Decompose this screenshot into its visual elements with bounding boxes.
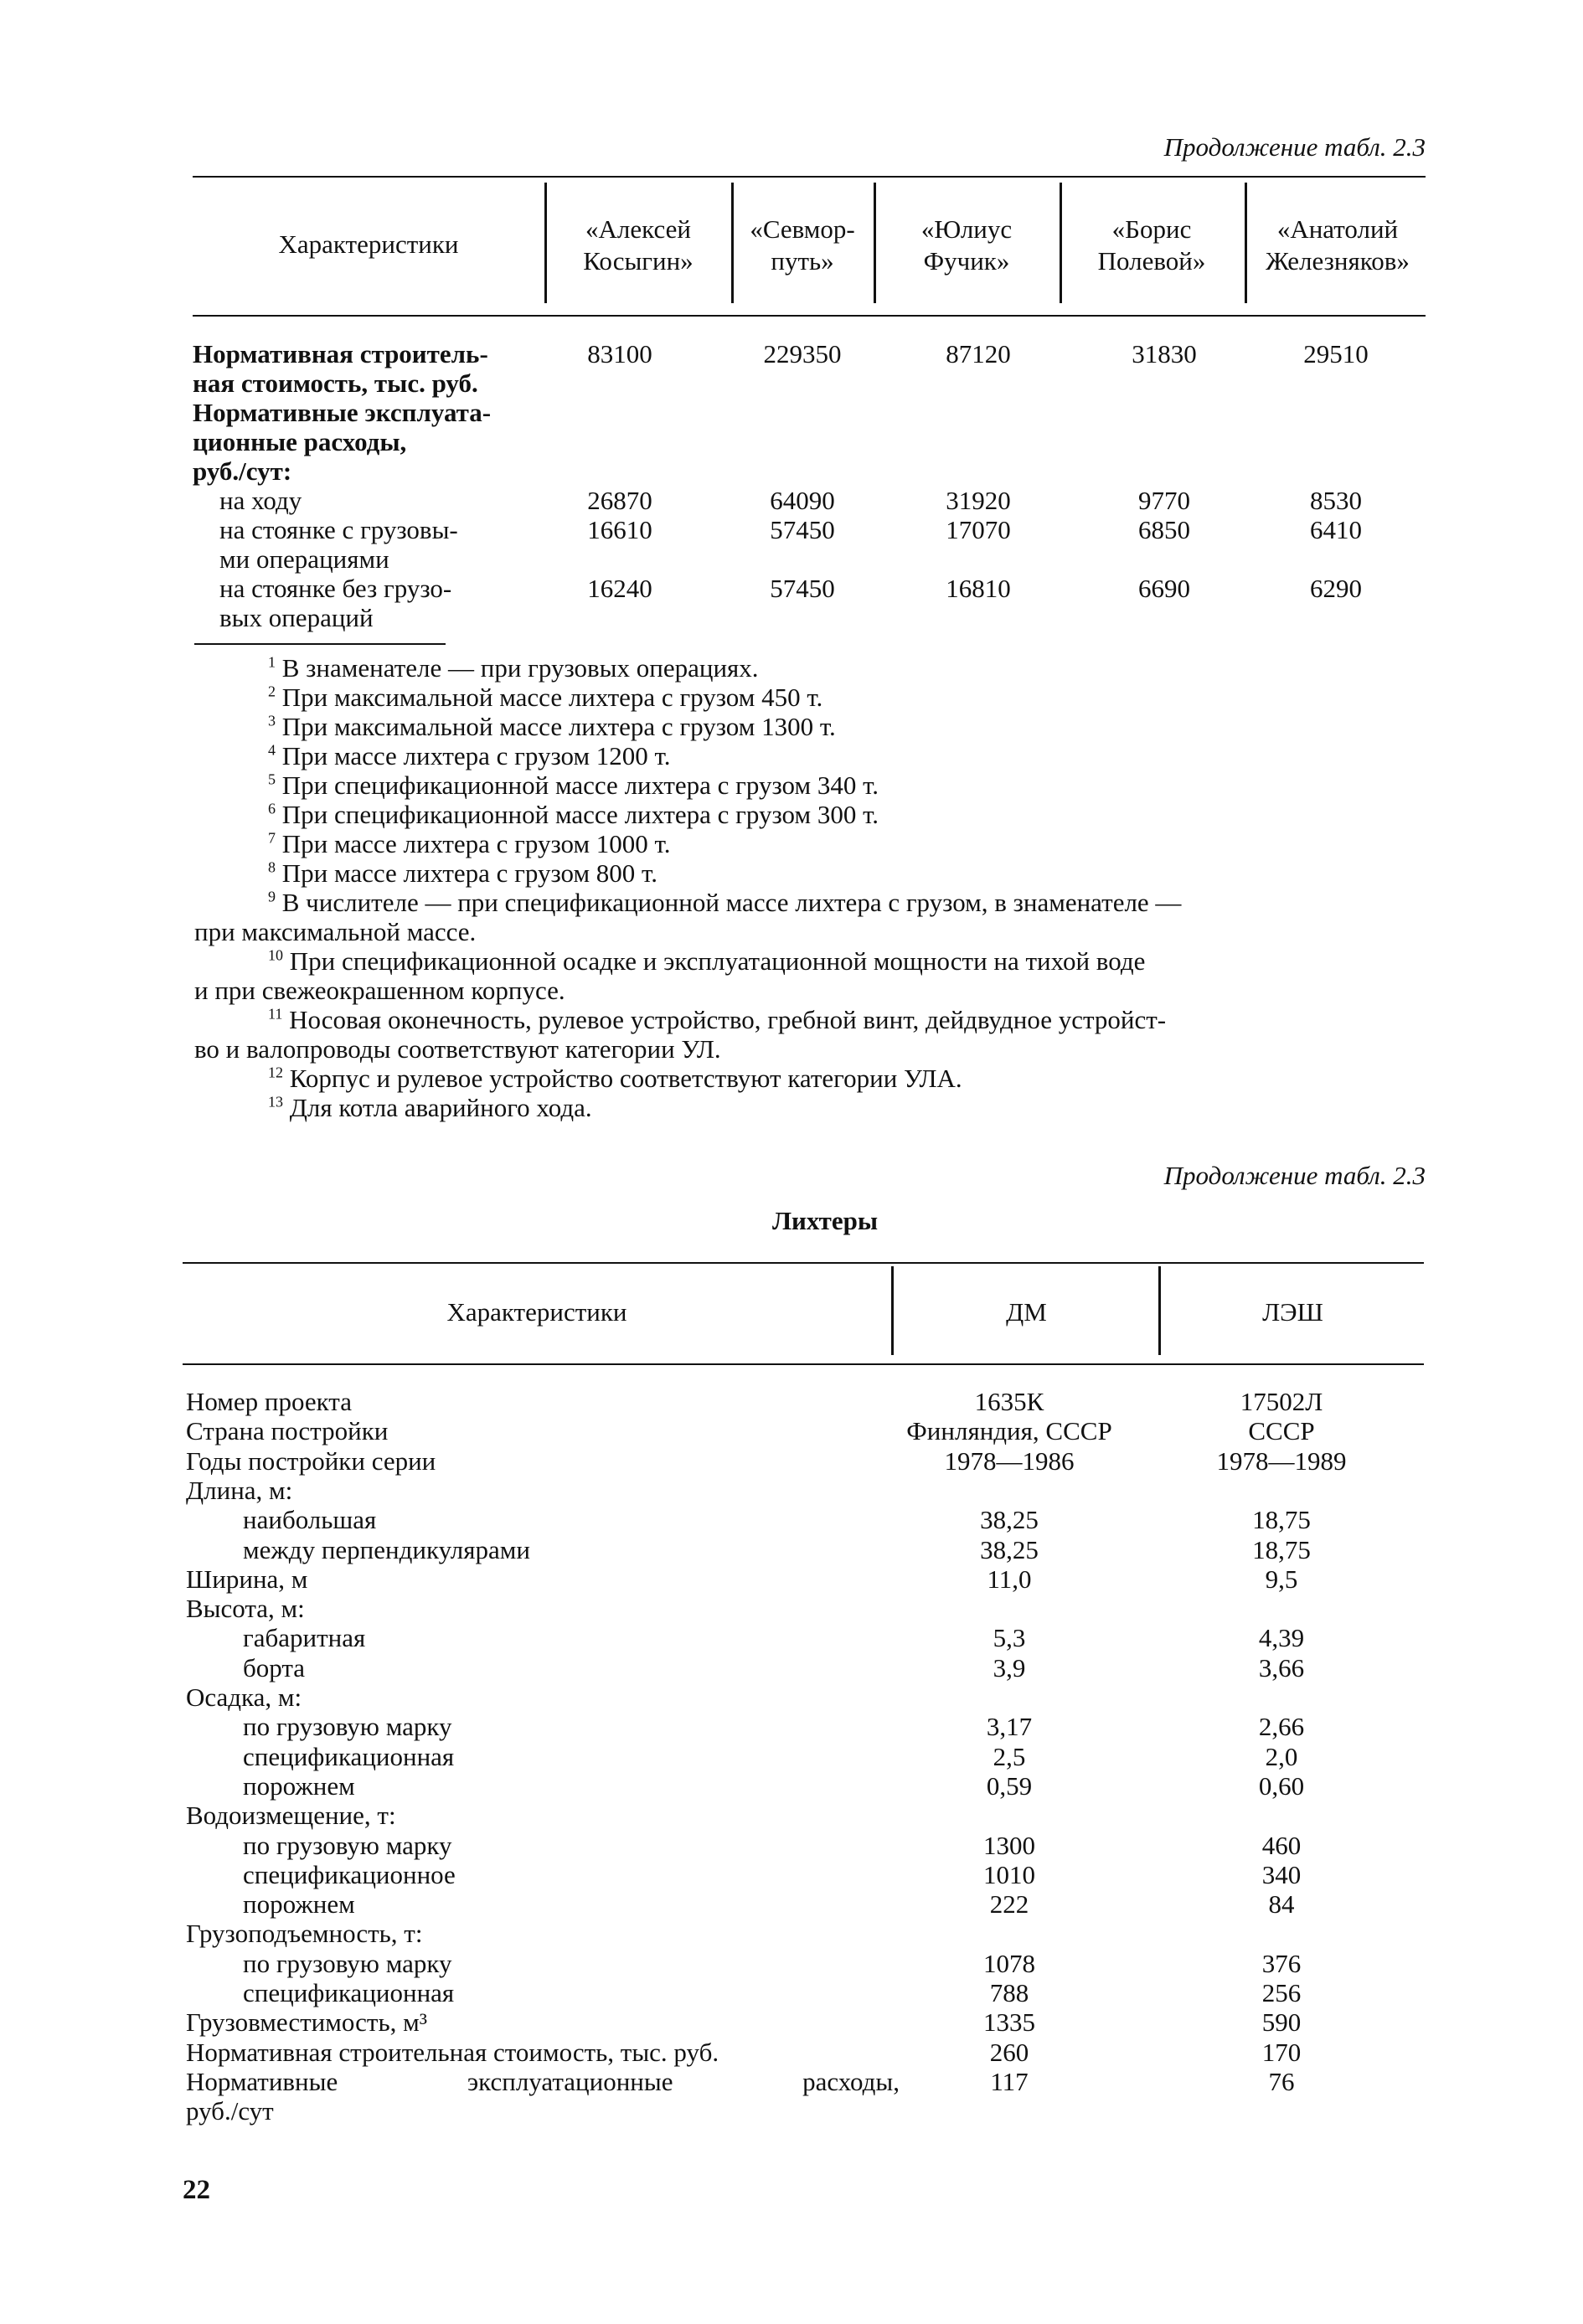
table2-cell: 4,39 — [1258, 1623, 1305, 1653]
table1-cell: 16610 — [587, 515, 652, 544]
table2-cell: 2,5 — [993, 1741, 1026, 1771]
table2-cell: 256 — [1261, 1978, 1302, 2007]
table1-row-label: ная стоимость, тыс. руб. — [193, 368, 478, 398]
footnote-number: 11 — [268, 1005, 283, 1023]
table1-cell: 31920 — [946, 486, 1011, 515]
table1-cell: 26870 — [587, 486, 652, 515]
table2-row-label: по грузовую марку — [243, 1712, 452, 1742]
footnote-number: 5 — [268, 770, 276, 788]
table1-cell: 29510 — [1303, 339, 1369, 368]
footnote-text: Носовая оконечность, рулевое устройство, гребной винт, дейдвудное устройст- — [289, 1005, 1167, 1034]
table1-bottom-rule — [194, 643, 446, 645]
table1-header-label: Характеристики — [278, 229, 459, 259]
table1-col-head: «Юлиус — [920, 214, 1013, 244]
table2-caption: Продолжение табл. 2.3 — [1163, 1161, 1426, 1190]
table2-cell: 18,75 — [1252, 1534, 1311, 1564]
table1-top-rule — [193, 176, 1426, 178]
footnote-number: 6 — [268, 800, 276, 817]
table1-col-head: Косыгин» — [583, 246, 694, 276]
table2-cell: 1335 — [983, 2007, 1035, 2038]
table1-col-head: путь» — [771, 246, 834, 276]
table2-cell: 38,25 — [980, 1505, 1039, 1535]
table1-row-label: на стоянке без грузо- — [219, 574, 452, 603]
table2-cell: Финляндия, СССР — [906, 1416, 1112, 1446]
table2-row-label: Водоизмещение, т: — [186, 1801, 396, 1831]
table2-row-label: борта — [243, 1652, 306, 1682]
table2-cell: 38,25 — [980, 1534, 1039, 1564]
footnote-number: 2 — [268, 683, 276, 700]
table1-cell: 31830 — [1132, 339, 1197, 368]
table1-header-rule — [193, 315, 1426, 317]
table1-col-head: «Севмор- — [750, 214, 855, 244]
table1-col-head: «Алексей — [585, 214, 691, 244]
table2-cell: 460 — [1261, 1830, 1302, 1860]
footnote — [268, 858, 657, 888]
footnote-text: При спецификационной массе лихтера с грузом 300 т. — [281, 800, 879, 829]
table2-cell: 1978—1986 — [944, 1445, 1075, 1476]
table2-top-rule — [183, 1262, 1424, 1264]
table2-cell: 9,5 — [1265, 1564, 1298, 1594]
table2-row-label: по грузовую марку — [243, 1830, 452, 1860]
footnote-number: 13 — [268, 1093, 283, 1110]
table2-row-label: Грузовместимость, м³ — [186, 2007, 428, 2038]
table2-row-label: Номер проекта — [186, 1387, 352, 1416]
footnote-number: 3 — [268, 712, 276, 729]
col-divider — [891, 1266, 894, 1355]
footnote-text: При массе лихтера с грузом 800 т. — [281, 858, 658, 888]
footnote-text: При спецификационной осадке и эксплуатационной мощности на тихой воде — [289, 946, 1146, 976]
table1-cell: 64090 — [770, 486, 835, 515]
table1-row-label: Нормативная строитель- — [193, 339, 488, 368]
table2-cell: 376 — [1261, 1948, 1302, 1978]
footnote — [268, 741, 671, 770]
table1-row-label: на стоянке с грузовы- — [219, 515, 458, 544]
table2-cell: 2,66 — [1258, 1712, 1305, 1742]
table1-col-head: «Борис — [1111, 214, 1192, 244]
table2-row-label: между перпендикулярами — [243, 1534, 530, 1564]
table2-row-label: порожнем — [243, 1770, 355, 1801]
col-divider — [1158, 1266, 1161, 1355]
table2-cell: 3,66 — [1258, 1652, 1305, 1682]
table2-row-label: наибольшая — [243, 1505, 377, 1535]
table2-cell: 17502Л — [1240, 1387, 1323, 1416]
footnote — [268, 800, 879, 829]
table1-cell: 17070 — [946, 515, 1011, 544]
table1-cell: 57450 — [770, 574, 835, 603]
table1-cell: 6410 — [1310, 515, 1362, 544]
footnote-number: 12 — [268, 1064, 283, 1081]
table2-cell: 340 — [1261, 1859, 1302, 1889]
table2-row-label: Осадка, м: — [186, 1682, 302, 1712]
table1-cell: 6290 — [1310, 574, 1362, 603]
footnote-text: В знаменателе — при грузовых операциях. — [281, 653, 759, 683]
table2-cell: 18,75 — [1252, 1505, 1311, 1535]
table2-cell: 5,3 — [993, 1623, 1026, 1653]
table2-cell: 590 — [1261, 2007, 1302, 2038]
table2-cell: 1010 — [983, 1859, 1035, 1889]
table1-row-label: ми операциями — [219, 544, 389, 574]
table2-row-label: спецификационная — [243, 1741, 455, 1771]
table2-col-head: ДМ — [1006, 1297, 1047, 1327]
table1-cell: 57450 — [770, 515, 835, 544]
table2-row-label: спецификационная — [243, 1978, 455, 2007]
table2-cell: 11,0 — [987, 1564, 1032, 1594]
footnote-continuation: при максимальной массе. — [194, 917, 477, 946]
footnote-number: 4 — [268, 741, 276, 759]
table2-row-label: Высота, м: — [186, 1594, 305, 1624]
table2-row-label: по грузовую марку — [243, 1948, 452, 1978]
table2-cell: 2,0 — [1265, 1741, 1298, 1771]
footnote-number: 9 — [268, 888, 276, 905]
table2-cell: 222 — [989, 1889, 1029, 1919]
table1-cell: 87120 — [946, 339, 1011, 368]
table2-cell: 170 — [1261, 2037, 1302, 2067]
footnote — [268, 683, 822, 712]
footnote-number: 1 — [268, 653, 276, 671]
table2-cell: 1635К — [974, 1387, 1044, 1416]
footnote — [268, 1064, 962, 1093]
table2-cell: 84 — [1268, 1889, 1295, 1919]
table1-cell: 229350 — [763, 339, 842, 368]
table1-row-label: Нормативные эксплуата- — [193, 398, 492, 427]
table2-cell: 0,59 — [986, 1770, 1033, 1801]
table2-cell: 1078 — [983, 1948, 1035, 1978]
table2-cell: 1978—1989 — [1216, 1445, 1347, 1476]
table2-row-label: габаритная — [243, 1623, 366, 1653]
footnote — [268, 829, 671, 858]
table1-row-label: на ходу — [219, 486, 302, 515]
footnote-text: При максимальной массе лихтера с грузом 450 т. — [281, 683, 823, 712]
table2-row-label: Страна постройки — [186, 1416, 389, 1446]
footnote-text: При массе лихтера с грузом 1000 т. — [281, 829, 671, 858]
table2-cell: 260 — [989, 2037, 1029, 2067]
footnote-number: 8 — [268, 858, 276, 876]
table1-cell: 6850 — [1138, 515, 1190, 544]
table2-row-label: порожнем — [243, 1889, 355, 1919]
page-number: 22 — [183, 2175, 210, 2205]
table1-cell: 6690 — [1138, 574, 1190, 603]
footnote-text: Для котла аварийного хода. — [289, 1093, 592, 1122]
table2-header-rule — [183, 1363, 1424, 1365]
table2-cell: 1300 — [983, 1830, 1035, 1860]
footnote-text: При максимальной массе лихтера с грузом 1300 т. — [281, 712, 836, 741]
footnote-continuation: во и валопроводы соответствуют категории УЛ. — [194, 1034, 721, 1064]
table2-cell: 0,60 — [1258, 1770, 1305, 1801]
table2-cell: 3,17 — [986, 1712, 1033, 1742]
table2-cell: 3,9 — [993, 1652, 1026, 1682]
footnote — [268, 653, 759, 683]
table2-row-label: Нормативная строительная стоимость, тыс. руб. — [186, 2037, 719, 2067]
footnote-text: При массе лихтера с грузом 1200 т. — [281, 741, 671, 770]
table1-col-head: Железняков» — [1266, 246, 1410, 276]
table2-row-label: Грузоподъемность, т: — [186, 1919, 423, 1949]
table2-cell: 788 — [989, 1978, 1029, 2007]
table2-col-head: ЛЭШ — [1262, 1297, 1323, 1327]
table2-title: Лихтеры — [771, 1206, 879, 1235]
table1-row-label: ционные расходы, — [193, 427, 407, 456]
table2-cell: 117 — [990, 2066, 1029, 2096]
table2-row-label: спецификационное — [243, 1859, 456, 1889]
footnote — [268, 1005, 1166, 1034]
table2-row-label: руб./сут — [186, 2096, 274, 2126]
table1-cell: 83100 — [587, 339, 652, 368]
table1-col-head: Полевой» — [1097, 246, 1206, 276]
footnote — [268, 712, 836, 741]
table1-cell: 9770 — [1138, 486, 1190, 515]
footnote — [268, 1093, 592, 1122]
footnote-text: Корпус и рулевое устройство соответствуют категории УЛА. — [289, 1064, 962, 1093]
table1-cell: 16810 — [946, 574, 1011, 603]
table1-row-label: руб./сут: — [193, 456, 292, 486]
footnote-number: 10 — [268, 946, 283, 964]
footnote-number: 7 — [268, 829, 276, 847]
table2-row-label: Длина, м: — [186, 1475, 293, 1505]
table2-row-label: Ширина, м — [186, 1564, 308, 1594]
table1-cell: 16240 — [587, 574, 652, 603]
table2-cell: СССР — [1248, 1416, 1315, 1446]
table1-caption: Продолжение табл. 2.3 — [1163, 132, 1426, 162]
footnote — [268, 946, 1145, 976]
table1-cell: 8530 — [1310, 486, 1362, 515]
table2-cell: 76 — [1268, 2066, 1295, 2096]
footnote-continuation: и при свежеокрашенном корпусе. — [194, 976, 565, 1005]
table1-col-head: «Анатолий — [1276, 214, 1399, 244]
footnote-text: При спецификационной массе лихтера с грузом 340 т. — [281, 770, 879, 800]
table2-row-label: Годы постройки серии — [186, 1445, 436, 1476]
table1-row-label: вых операций — [219, 603, 374, 632]
footnote — [268, 888, 1181, 917]
table2-header-label: Характеристики — [446, 1297, 627, 1327]
footnote — [268, 770, 879, 800]
table2-row-label: Нормативные эксплуатационные расходы, — [186, 2066, 900, 2096]
table1-col-head: Фучик» — [923, 246, 1010, 276]
footnote-text: В числителе — при спецификационной массе лихтера с грузом, в знаменателе — — [281, 888, 1182, 917]
